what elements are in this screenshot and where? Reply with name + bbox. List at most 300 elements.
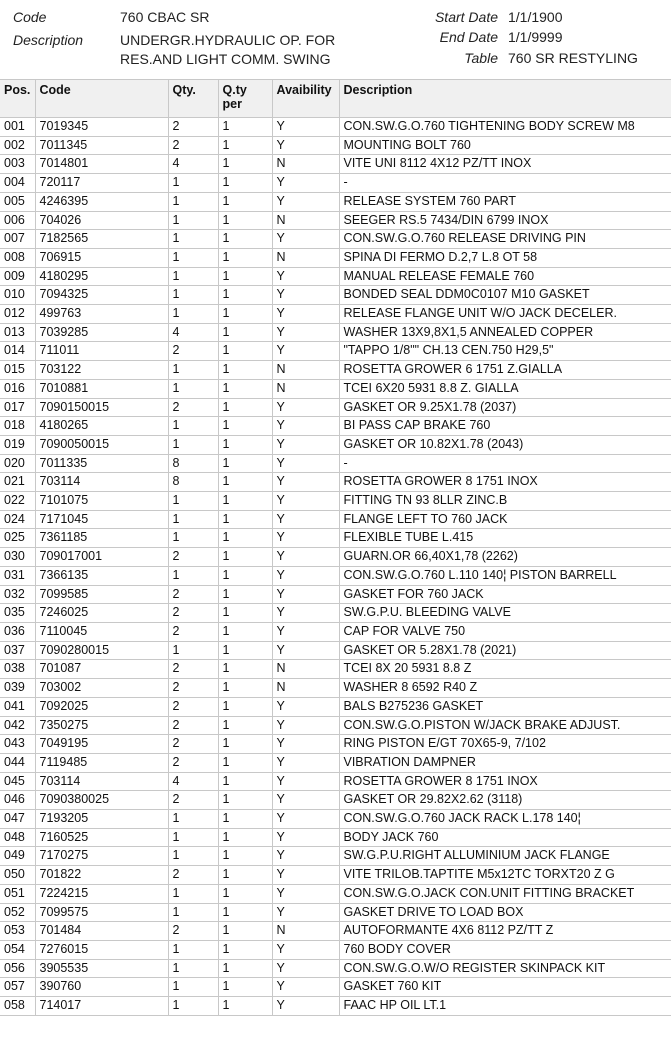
table-row — [0, 735, 671, 754]
qty-per-cell: 1 — [218, 192, 272, 211]
table-row — [0, 884, 671, 903]
qty-cell: 2 — [168, 118, 218, 137]
description-cell: GASKET FOR 760 JACK — [339, 585, 671, 604]
code-cell: 711011 — [35, 342, 168, 361]
availability-cell: Y — [272, 791, 339, 810]
pos-cell: 047 — [0, 810, 35, 829]
description-cell: GASKET OR 10.82X1.78 (2043) — [339, 435, 671, 454]
description-cell: GASKET OR 29.82X2.62 (3118) — [339, 791, 671, 810]
description-cell: CON.SW.G.O.760 L.110 140¦ PISTON BARRELL — [339, 566, 671, 585]
qty-per-cell: 1 — [218, 903, 272, 922]
availability-cell: N — [272, 361, 339, 380]
start-date-label: Start Date — [434, 9, 498, 25]
description-label: Description — [13, 32, 84, 48]
table-row — [0, 753, 671, 772]
table-row — [0, 529, 671, 548]
table-row — [0, 566, 671, 585]
availability-cell: N — [272, 660, 339, 679]
qty-per-cell: 1 — [218, 155, 272, 174]
availability-cell: N — [272, 211, 339, 230]
code-cell: 7090150015 — [35, 398, 168, 417]
code-cell: 7119485 — [35, 753, 168, 772]
pos-cell: 039 — [0, 679, 35, 698]
qty-per-cell: 1 — [218, 323, 272, 342]
table-row — [0, 286, 671, 305]
qty-cell: 1 — [168, 529, 218, 548]
code-cell: 701822 — [35, 866, 168, 885]
table-row — [0, 267, 671, 286]
pos-cell: 020 — [0, 454, 35, 473]
qty-cell: 1 — [168, 417, 218, 436]
code-cell: 7099585 — [35, 585, 168, 604]
code-cell: 7224215 — [35, 884, 168, 903]
table-row — [0, 866, 671, 885]
qty-per-cell: 1 — [218, 398, 272, 417]
description-cell: "TAPPO 1/8"" CH.13 CEN.750 H29,5" — [339, 342, 671, 361]
availability-cell: Y — [272, 417, 339, 436]
qty-per-cell: 1 — [218, 791, 272, 810]
table-row — [0, 922, 671, 941]
table-row — [0, 118, 671, 137]
col-header-pos: Pos. — [0, 80, 35, 118]
qty-cell: 2 — [168, 679, 218, 698]
description-cell: RING PISTON E/GT 70X65-9, 7/102 — [339, 735, 671, 754]
qty-cell: 1 — [168, 903, 218, 922]
table-row — [0, 604, 671, 623]
col-header-qty-per: Q.ty per — [218, 80, 272, 118]
code-cell: 7039285 — [35, 323, 168, 342]
description-cell: FITTING TN 93 8LLR ZINC.B — [339, 492, 671, 511]
table-row — [0, 211, 671, 230]
code-cell: 7049195 — [35, 735, 168, 754]
qty-per-cell: 1 — [218, 978, 272, 997]
col-header-code: Code — [35, 80, 168, 118]
pos-cell: 043 — [0, 735, 35, 754]
description-cell: CON.SW.G.O.W/O REGISTER SKINPACK KIT — [339, 959, 671, 978]
description-cell: FAAC HP OIL LT.1 — [339, 997, 671, 1016]
qty-per-cell: 1 — [218, 866, 272, 885]
qty-cell: 1 — [168, 267, 218, 286]
start-date-value: 1/1/1900 — [508, 9, 563, 25]
availability-cell: Y — [272, 847, 339, 866]
qty-cell: 1 — [168, 641, 218, 660]
table-row — [0, 997, 671, 1016]
code-cell: 7011345 — [35, 136, 168, 155]
availability-cell: Y — [272, 529, 339, 548]
availability-cell: Y — [272, 510, 339, 529]
qty-cell: 1 — [168, 286, 218, 305]
code-cell: 7090380025 — [35, 791, 168, 810]
code-cell: 7099575 — [35, 903, 168, 922]
qty-per-cell: 1 — [218, 230, 272, 249]
qty-cell: 8 — [168, 473, 218, 492]
availability-cell: Y — [272, 903, 339, 922]
availability-cell: Y — [272, 772, 339, 791]
qty-per-cell: 1 — [218, 716, 272, 735]
availability-cell: N — [272, 379, 339, 398]
availability-cell: Y — [272, 342, 339, 361]
code-cell: 720117 — [35, 174, 168, 193]
pos-cell: 054 — [0, 940, 35, 959]
code-cell: 701484 — [35, 922, 168, 941]
table-row — [0, 548, 671, 567]
description-cell: GUARN.OR 66,40X1,78 (2262) — [339, 548, 671, 567]
col-header-description: Description — [339, 80, 671, 118]
table-row — [0, 398, 671, 417]
qty-per-cell: 1 — [218, 622, 272, 641]
qty-cell: 2 — [168, 735, 218, 754]
table-row — [0, 510, 671, 529]
description-cell: FLANGE LEFT TO 760 JACK — [339, 510, 671, 529]
qty-per-cell: 1 — [218, 529, 272, 548]
table-row — [0, 379, 671, 398]
code-cell: 7276015 — [35, 940, 168, 959]
code-cell: 7246025 — [35, 604, 168, 623]
qty-cell: 1 — [168, 510, 218, 529]
description-cell: GASKET 760 KIT — [339, 978, 671, 997]
availability-cell: Y — [272, 548, 339, 567]
description-cell: ROSETTA GROWER 6 1751 Z.GIALLA — [339, 361, 671, 380]
availability-cell: Y — [272, 866, 339, 885]
description-cell: MANUAL RELEASE FEMALE 760 — [339, 267, 671, 286]
pos-cell: 021 — [0, 473, 35, 492]
code-cell: 7170275 — [35, 847, 168, 866]
pos-cell: 010 — [0, 286, 35, 305]
description-cell: CON.SW.G.O.760 JACK RACK L.178 140¦ — [339, 810, 671, 829]
code-cell: 499763 — [35, 305, 168, 324]
availability-cell: Y — [272, 323, 339, 342]
code-label: Code — [13, 9, 47, 25]
availability-cell: Y — [272, 305, 339, 324]
qty-cell: 1 — [168, 211, 218, 230]
pos-cell: 014 — [0, 342, 35, 361]
table-row — [0, 192, 671, 211]
qty-cell: 8 — [168, 454, 218, 473]
code-cell: 709017001 — [35, 548, 168, 567]
availability-cell: N — [272, 155, 339, 174]
pos-cell: 024 — [0, 510, 35, 529]
table-row — [0, 622, 671, 641]
availability-cell: Y — [272, 697, 339, 716]
pos-cell: 052 — [0, 903, 35, 922]
pos-cell: 046 — [0, 791, 35, 810]
qty-cell: 1 — [168, 940, 218, 959]
code-cell: 7160525 — [35, 828, 168, 847]
pos-cell: 036 — [0, 622, 35, 641]
qty-cell: 1 — [168, 435, 218, 454]
pos-cell: 007 — [0, 230, 35, 249]
table-row — [0, 641, 671, 660]
parts-table-body — [0, 118, 671, 1016]
code-cell: 7361185 — [35, 529, 168, 548]
table-row — [0, 323, 671, 342]
qty-per-cell: 1 — [218, 286, 272, 305]
code-cell: 703122 — [35, 361, 168, 380]
pos-cell: 037 — [0, 641, 35, 660]
description-cell: BALS B275236 GASKET — [339, 697, 671, 716]
availability-cell: Y — [272, 959, 339, 978]
code-cell: 7366135 — [35, 566, 168, 585]
availability-cell: Y — [272, 940, 339, 959]
pos-cell: 051 — [0, 884, 35, 903]
table-row — [0, 473, 671, 492]
col-header-qty: Qty. — [168, 80, 218, 118]
availability-cell: N — [272, 922, 339, 941]
table-row — [0, 417, 671, 436]
qty-per-cell: 1 — [218, 679, 272, 698]
qty-per-cell: 1 — [218, 492, 272, 511]
pos-cell: 048 — [0, 828, 35, 847]
description-cell: GASKET OR 5.28X1.78 (2021) — [339, 641, 671, 660]
description-cell: GASKET OR 9.25X1.78 (2037) — [339, 398, 671, 417]
pos-cell: 017 — [0, 398, 35, 417]
qty-cell: 1 — [168, 884, 218, 903]
description-cell: BI PASS CAP BRAKE 760 — [339, 417, 671, 436]
description-cell: AUTOFORMANTE 4X6 8112 PZ/TT Z — [339, 922, 671, 941]
qty-cell: 4 — [168, 323, 218, 342]
qty-cell: 2 — [168, 548, 218, 567]
table-row — [0, 305, 671, 324]
code-cell: 7010881 — [35, 379, 168, 398]
document-header — [0, 0, 671, 76]
pos-cell: 004 — [0, 174, 35, 193]
code-cell: 7019345 — [35, 118, 168, 137]
availability-cell: Y — [272, 435, 339, 454]
description-cell: WASHER 8 6592 R40 Z — [339, 679, 671, 698]
pos-cell: 044 — [0, 753, 35, 772]
qty-cell: 2 — [168, 398, 218, 417]
pos-cell: 050 — [0, 866, 35, 885]
description-cell: VITE UNI 8112 4X12 PZ/TT INOX — [339, 155, 671, 174]
pos-cell: 005 — [0, 192, 35, 211]
qty-cell: 2 — [168, 922, 218, 941]
pos-cell: 003 — [0, 155, 35, 174]
availability-cell: Y — [272, 641, 339, 660]
description-cell: CON.SW.G.O.760 RELEASE DRIVING PIN — [339, 230, 671, 249]
description-cell: GASKET DRIVE TO LOAD BOX — [339, 903, 671, 922]
pos-cell: 056 — [0, 959, 35, 978]
qty-cell: 2 — [168, 866, 218, 885]
qty-cell: 1 — [168, 305, 218, 324]
table-row — [0, 959, 671, 978]
header-row — [0, 80, 671, 118]
availability-cell: Y — [272, 585, 339, 604]
table-row — [0, 679, 671, 698]
description-cell: BONDED SEAL DDM0C0107 M10 GASKET — [339, 286, 671, 305]
table-value: 760 SR RESTYLING — [508, 50, 638, 66]
col-header-availability: Avaibility — [272, 80, 339, 118]
description-cell: VIBRATION DAMPNER — [339, 753, 671, 772]
table-row — [0, 716, 671, 735]
table-row — [0, 978, 671, 997]
description-cell: SW.G.P.U. BLEEDING VALVE — [339, 604, 671, 623]
availability-cell: Y — [272, 192, 339, 211]
pos-cell: 018 — [0, 417, 35, 436]
code-cell: 704026 — [35, 211, 168, 230]
qty-per-cell: 1 — [218, 417, 272, 436]
qty-per-cell: 1 — [218, 735, 272, 754]
parts-table-header — [0, 80, 671, 118]
pos-cell: 030 — [0, 548, 35, 567]
qty-cell: 2 — [168, 585, 218, 604]
qty-cell: 1 — [168, 997, 218, 1016]
pos-cell: 041 — [0, 697, 35, 716]
description-cell: CON.SW.G.O.JACK CON.UNIT FITTING BRACKET — [339, 884, 671, 903]
pos-cell: 049 — [0, 847, 35, 866]
code-cell: 7094325 — [35, 286, 168, 305]
qty-per-cell: 1 — [218, 772, 272, 791]
end-date-label: End Date — [439, 29, 498, 45]
qty-cell: 1 — [168, 379, 218, 398]
availability-cell: N — [272, 248, 339, 267]
pos-cell: 019 — [0, 435, 35, 454]
qty-cell: 4 — [168, 772, 218, 791]
description-cell: RELEASE FLANGE UNIT W/O JACK DECELER. — [339, 305, 671, 324]
availability-cell: Y — [272, 267, 339, 286]
table-row — [0, 697, 671, 716]
code-cell: 7090050015 — [35, 435, 168, 454]
qty-cell: 2 — [168, 716, 218, 735]
table-row — [0, 136, 671, 155]
description-cell: SW.G.P.U.RIGHT ALLUMINIUM JACK FLANGE — [339, 847, 671, 866]
availability-cell: Y — [272, 753, 339, 772]
qty-cell: 1 — [168, 959, 218, 978]
code-cell: 7092025 — [35, 697, 168, 716]
pos-cell: 031 — [0, 566, 35, 585]
end-date-value: 1/1/9999 — [508, 29, 563, 45]
code-cell: 7014801 — [35, 155, 168, 174]
qty-per-cell: 1 — [218, 566, 272, 585]
code-cell: 7193205 — [35, 810, 168, 829]
qty-per-cell: 1 — [218, 342, 272, 361]
code-cell: 7101075 — [35, 492, 168, 511]
table-row — [0, 940, 671, 959]
qty-per-cell: 1 — [218, 641, 272, 660]
availability-cell: Y — [272, 492, 339, 511]
pos-cell: 002 — [0, 136, 35, 155]
pos-cell: 013 — [0, 323, 35, 342]
description-cell: ROSETTA GROWER 8 1751 INOX — [339, 772, 671, 791]
qty-cell: 1 — [168, 230, 218, 249]
qty-per-cell: 1 — [218, 435, 272, 454]
qty-per-cell: 1 — [218, 697, 272, 716]
table-row — [0, 828, 671, 847]
pos-cell: 042 — [0, 716, 35, 735]
qty-per-cell: 1 — [218, 211, 272, 230]
description-cell: VITE TRILOB.TAPTITE M5x12TC TORXT20 Z G — [339, 866, 671, 885]
qty-per-cell: 1 — [218, 136, 272, 155]
pos-cell: 001 — [0, 118, 35, 137]
availability-cell: Y — [272, 716, 339, 735]
qty-cell: 1 — [168, 492, 218, 511]
availability-cell: Y — [272, 473, 339, 492]
code-cell: 3905535 — [35, 959, 168, 978]
pos-cell: 016 — [0, 379, 35, 398]
qty-cell: 2 — [168, 622, 218, 641]
qty-per-cell: 1 — [218, 922, 272, 941]
table-row — [0, 174, 671, 193]
qty-per-cell: 1 — [218, 660, 272, 679]
qty-per-cell: 1 — [218, 510, 272, 529]
table-row — [0, 585, 671, 604]
availability-cell: Y — [272, 566, 339, 585]
qty-per-cell: 1 — [218, 940, 272, 959]
description-cell: WASHER 13X9,8X1,5 ANNEALED COPPER — [339, 323, 671, 342]
qty-per-cell: 1 — [218, 810, 272, 829]
description-cell: - — [339, 174, 671, 193]
qty-cell: 1 — [168, 810, 218, 829]
qty-per-cell: 1 — [218, 548, 272, 567]
availability-cell: Y — [272, 118, 339, 137]
availability-cell: Y — [272, 828, 339, 847]
code-cell: 703002 — [35, 679, 168, 698]
availability-cell: Y — [272, 454, 339, 473]
table-row — [0, 772, 671, 791]
qty-cell: 2 — [168, 660, 218, 679]
code-cell: 4180265 — [35, 417, 168, 436]
table-row — [0, 454, 671, 473]
pos-cell: 035 — [0, 604, 35, 623]
qty-cell: 1 — [168, 361, 218, 380]
availability-cell: Y — [272, 978, 339, 997]
availability-cell: Y — [272, 622, 339, 641]
availability-cell: Y — [272, 398, 339, 417]
code-cell: 7171045 — [35, 510, 168, 529]
qty-per-cell: 1 — [218, 361, 272, 380]
availability-cell: Y — [272, 174, 339, 193]
description-cell: SEEGER RS.5 7434/DIN 6799 INOX — [339, 211, 671, 230]
pos-cell: 045 — [0, 772, 35, 791]
qty-cell: 2 — [168, 753, 218, 772]
pos-cell: 008 — [0, 248, 35, 267]
code-cell: 390760 — [35, 978, 168, 997]
table-row — [0, 435, 671, 454]
description-line-1: UNDERGR.HYDRAULIC OP. FOR — [120, 32, 336, 48]
qty-per-cell: 1 — [218, 959, 272, 978]
code-cell: 7110045 — [35, 622, 168, 641]
qty-per-cell: 1 — [218, 473, 272, 492]
code-cell: 4246395 — [35, 192, 168, 211]
table-row — [0, 248, 671, 267]
qty-per-cell: 1 — [218, 585, 272, 604]
description-cell: RELEASE SYSTEM 760 PART — [339, 192, 671, 211]
qty-per-cell: 1 — [218, 884, 272, 903]
qty-per-cell: 1 — [218, 174, 272, 193]
description-cell: 760 BODY COVER — [339, 940, 671, 959]
description-cell: FLEXIBLE TUBE L.415 — [339, 529, 671, 548]
table-row — [0, 342, 671, 361]
code-cell: 701087 — [35, 660, 168, 679]
pos-cell: 058 — [0, 997, 35, 1016]
availability-cell: Y — [272, 286, 339, 305]
description-cell: ROSETTA GROWER 8 1751 INOX — [339, 473, 671, 492]
code-value: 760 CBAC SR — [120, 9, 210, 25]
pos-cell: 032 — [0, 585, 35, 604]
qty-cell: 2 — [168, 136, 218, 155]
description-cell: - — [339, 454, 671, 473]
qty-per-cell: 1 — [218, 454, 272, 473]
code-cell: 703114 — [35, 473, 168, 492]
code-cell: 703114 — [35, 772, 168, 791]
description-cell: CON.SW.G.O.760 TIGHTENING BODY SCREW M8 — [339, 118, 671, 137]
code-cell: 7350275 — [35, 716, 168, 735]
qty-cell: 1 — [168, 828, 218, 847]
qty-cell: 2 — [168, 791, 218, 810]
code-cell: 706915 — [35, 248, 168, 267]
qty-per-cell: 1 — [218, 604, 272, 623]
qty-per-cell: 1 — [218, 847, 272, 866]
description-value — [120, 31, 335, 69]
